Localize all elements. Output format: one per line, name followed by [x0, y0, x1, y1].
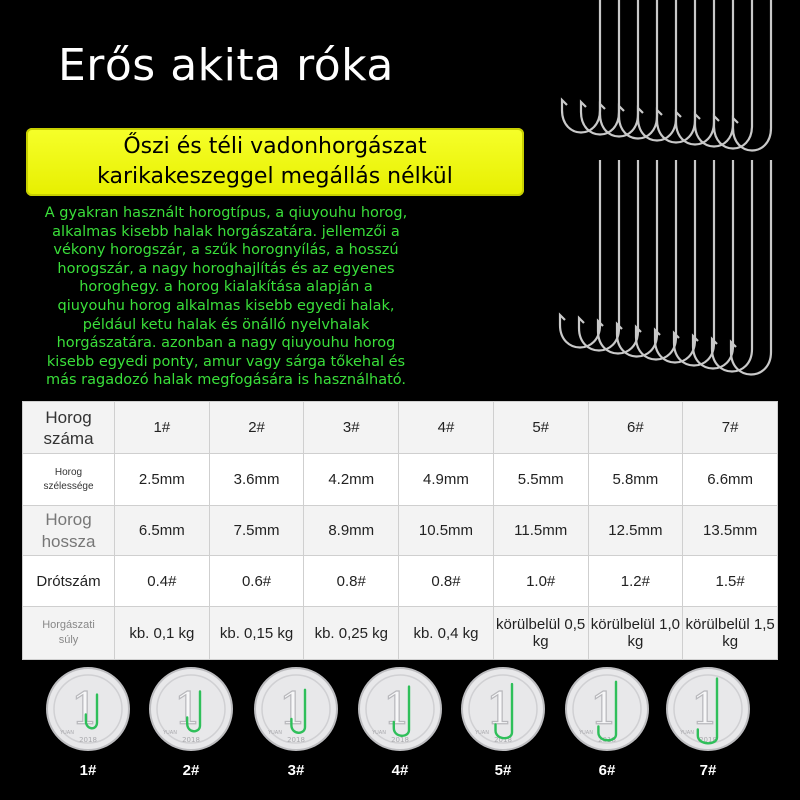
coin-yuan-text: YUAN: [680, 730, 694, 736]
table-cell: 6#: [588, 402, 683, 454]
table-cell: 0.6#: [209, 556, 304, 607]
coin-year: 2018: [699, 736, 717, 744]
table-cell: kb. 0,4 kg: [399, 607, 494, 660]
description-line: A gyakran használt horogtípus, a qiuyouhu horog,: [44, 205, 408, 221]
table-cell: 4.9mm: [399, 454, 494, 506]
coin-size-label: 2#: [182, 762, 200, 779]
fishing-hooks-image: [540, 0, 800, 395]
coin-with-hook: [665, 666, 751, 752]
table-cell: 0.4#: [115, 556, 210, 607]
coin-size-comparison: [0, 666, 800, 756]
row-label-number: [23, 402, 115, 454]
table-cell: 0.8#: [399, 556, 494, 607]
table-cell: 10.5mm: [399, 506, 494, 556]
description-line: alkalmas kisebb halak horgászatára. jellemzői a: [52, 223, 400, 240]
coin-size-label: 4#: [391, 762, 409, 779]
table-cell: 0.8#: [304, 556, 399, 607]
coin-size-label: 7#: [699, 762, 717, 779]
table-cell: 13.5mm: [683, 506, 778, 556]
table-cell: 5#: [493, 402, 588, 454]
table-cell: 3#: [304, 402, 399, 454]
description-line: horgászatára. azonban a nagy qiuyouhu horog: [56, 335, 396, 352]
description-line: más ragadozó halak megfogására is használható.: [45, 372, 406, 389]
table-cell: 5.8mm: [588, 454, 683, 506]
row-label-text: Horog: [45, 407, 92, 427]
table-cell: körülbelül 1,0 kg: [588, 607, 683, 660]
banner-line-2: karikakeszeggel megállás nélkül: [97, 164, 453, 189]
coin-size-label: 5#: [494, 762, 512, 779]
table-cell: 3.6mm: [209, 454, 304, 506]
coin-denomination: 1: [486, 684, 514, 735]
coin-yuan-text: YUAN: [163, 730, 177, 736]
table-cell: 6.5mm: [115, 506, 210, 556]
description-text: [26, 204, 426, 390]
table-cell: 12.5mm: [588, 506, 683, 556]
description-line: vékony horogszár, a szűk horognyílás, a hosszú: [53, 242, 399, 259]
row-label-text: súly: [58, 634, 79, 646]
coin-year: 2018: [287, 736, 305, 744]
table-cell: 1.0#: [493, 556, 588, 607]
table-cell: körülbelül 1,5 kg: [683, 607, 778, 660]
table-cell: 1.5#: [683, 556, 778, 607]
table-cell: 5.5mm: [493, 454, 588, 506]
coin-with-hook: [253, 666, 339, 752]
table-cell: 7#: [683, 402, 778, 454]
table-row-wire: [23, 556, 778, 607]
table-cell: 1#: [115, 402, 210, 454]
description-line: horogszár, a nagy horoghajlítás és az egyenes: [57, 260, 395, 277]
row-label-width: [23, 454, 115, 506]
row-label-length: [23, 506, 115, 556]
row-label-text: száma: [43, 428, 94, 448]
table-row-width: [23, 454, 778, 506]
description-line: például ketu halak és önálló nyelvhalak: [82, 316, 370, 333]
table-cell: 11.5mm: [493, 506, 588, 556]
row-label-text: hossza: [41, 531, 96, 551]
coin-year: 2018: [391, 736, 409, 744]
description-line: horoghegy. a horog kialakítása alapján a: [79, 279, 373, 296]
table-cell: 8.9mm: [304, 506, 399, 556]
coin-yuan-text: YUAN: [372, 730, 386, 736]
table-row-length: [23, 506, 778, 556]
coin-year: 2018: [494, 736, 512, 744]
coin-with-hook: [45, 666, 131, 752]
coin-size-label: 3#: [287, 762, 305, 779]
row-label-weight: [23, 607, 115, 660]
table-cell: kb. 0,1 kg: [115, 607, 210, 660]
coin-denomination: 1: [383, 684, 411, 735]
headline-banner: [26, 128, 524, 196]
banner-line-1: Őszi és téli vadonhorgászat: [123, 134, 427, 159]
table-cell: kb. 0,25 kg: [304, 607, 399, 660]
coin-yuan-text: YUAN: [579, 730, 593, 736]
coin-with-hook: [357, 666, 443, 752]
row-label-text: Horgászati: [42, 619, 95, 631]
coin-denomination: 1: [691, 684, 719, 735]
description-line: kisebb egyedi ponty, amur vagy sárga tőkehal és: [46, 353, 406, 370]
table-row-number: [23, 402, 778, 454]
table-cell: kb. 0,15 kg: [209, 607, 304, 660]
row-label-text: Horog: [54, 466, 83, 478]
coin-denomination: 1: [279, 684, 307, 735]
table-cell: 6.6mm: [683, 454, 778, 506]
hook-spec-table: [22, 401, 778, 660]
coin-with-hook: [148, 666, 234, 752]
coin-with-hook: [460, 666, 546, 752]
description-line: qiuyouhu horog alkalmas kisebb egyedi halak,: [57, 297, 395, 314]
coin-year: 2018: [79, 736, 97, 744]
row-label-text: Horog: [45, 509, 92, 529]
row-label-wire: Drótszám: [23, 556, 115, 607]
coin-size-label: 6#: [598, 762, 616, 779]
coin-year: 2018: [598, 736, 616, 744]
coin-yuan-text: YUAN: [268, 730, 282, 736]
table-cell: 4.2mm: [304, 454, 399, 506]
table-cell: 1.2#: [588, 556, 683, 607]
row-label-text: szélessége: [43, 480, 94, 492]
table-cell: 4#: [399, 402, 494, 454]
table-row-weight: [23, 607, 778, 660]
coin-size-label: 1#: [79, 762, 97, 779]
page-title: Erős akita róka: [58, 40, 394, 91]
coin-denomination: 1: [71, 684, 99, 735]
coin-yuan-text: YUAN: [475, 730, 489, 736]
coin-denomination: 1: [590, 684, 618, 735]
coin-with-hook: [564, 666, 650, 752]
coin-denomination: 1: [174, 684, 202, 735]
coin-year: 2018: [182, 736, 200, 744]
table-cell: körülbelül 0,5 kg: [493, 607, 588, 660]
table-cell: 2#: [209, 402, 304, 454]
table-cell: 2.5mm: [115, 454, 210, 506]
table-cell: 7.5mm: [209, 506, 304, 556]
coin-yuan-text: YUAN: [60, 730, 74, 736]
